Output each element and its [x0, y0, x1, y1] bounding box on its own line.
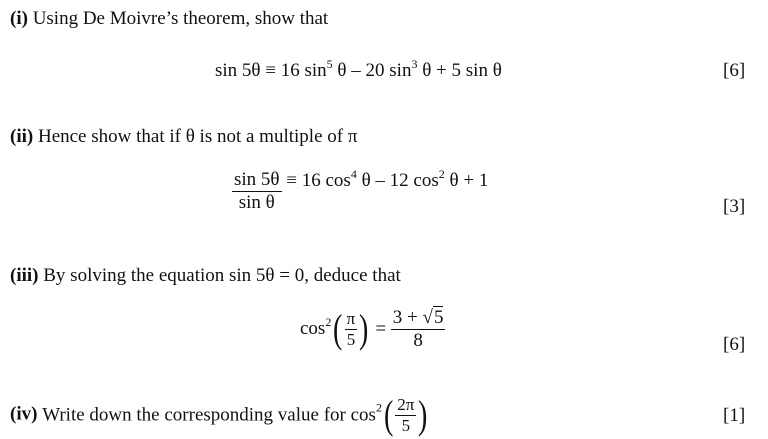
marks-ii: [3]	[723, 196, 746, 217]
part-label: (iii)	[10, 265, 39, 286]
equation-i: sin 5θ ≡ 16 $\sin^5 \theta - 20$ $\sin^3 \theta + 5$ sin θ	[215, 57, 502, 81]
question-text: Using De Moivre’s theorem, show that	[32, 8, 329, 29]
part-label: (ii)	[10, 126, 34, 147]
fraction: $\frac{3 + √5}{8}$	[392, 307, 444, 351]
equation-ii: $\frac{\sin 5\theta}{\text{sin θ}}$ ≡ 16 $\cos^4 \theta - 12$ $\cos^2 \theta + 1$	[234, 167, 489, 214]
question-text: By solving the equation sin 5θ = 0, deduce that	[43, 265, 401, 286]
question-part-iv: (iv) Write down the corresponding value for $\cos^2$ ( $\frac{2\pi}{5}$ )	[10, 392, 428, 438]
question-part-ii	[10, 126, 357, 148]
marks-iii: [6]	[723, 334, 746, 355]
question-text: Hence show that if θ is not a multiple of π	[37, 126, 358, 147]
part-label: (i)	[10, 8, 28, 29]
equation-iii: $\cos^2$ ( $\frac{\pi}{5}$ ) = $\frac{3 + √5}{8}$	[300, 306, 444, 352]
question-part-iii	[10, 265, 401, 287]
fraction: $\frac{\sin 5\theta}{\text{sin θ}}$	[234, 169, 280, 214]
marks-i: [6]	[723, 60, 746, 81]
marks-iv: [1]	[723, 405, 746, 426]
part-label: (iv)	[10, 403, 38, 425]
question-text: Write down the corresponding value for cos	[42, 404, 376, 426]
question-part-i	[10, 8, 328, 30]
